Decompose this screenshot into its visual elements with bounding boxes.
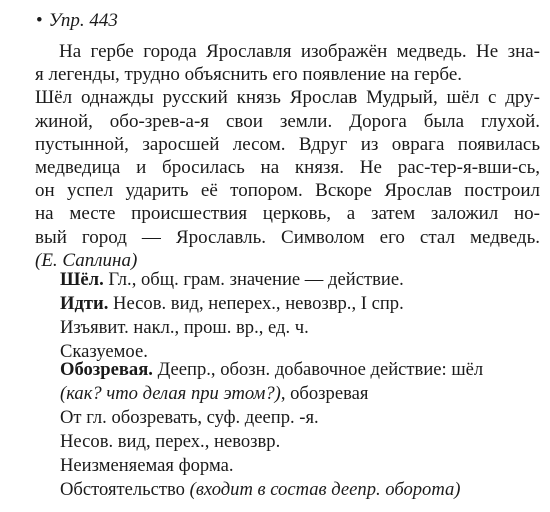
story-line: жиной, обо-зрев-а-я свои земли. Дорога была глухой. — [35, 110, 540, 132]
story-line: он успел ударить её топором. Вскоре Ярослав построил — [35, 180, 540, 202]
story-line: медведица и бросилась на князя. Не рас-тер-я-вши-сь, — [35, 157, 540, 179]
analysis-text: Обстоятельство — [60, 479, 190, 500]
analysis-line — [60, 292, 404, 316]
term-obozrevaya: Обозревая. — [60, 359, 153, 380]
analysis-text: , обозревая — [280, 383, 369, 404]
story-author: (Е. Саплина) — [35, 249, 138, 271]
analysis-line: Несов. вид, перех., невозвр. — [60, 431, 281, 452]
analysis-line: От гл. обозревать, суф. деепр. -я. — [60, 407, 319, 428]
story-line: вый город — Ярославль. Символом его стал медведь. — [35, 226, 540, 248]
term-idti: Идти. — [60, 293, 109, 314]
analysis-line: Изъявит. накл., прош. вр., ед. ч. — [60, 317, 309, 338]
analysis-shel — [60, 268, 404, 364]
story-line: На гербе города Ярославля изображён медведь. Не зна- — [59, 41, 540, 62]
term-shel: Шёл. — [60, 269, 104, 290]
exercise-title: Упр. 443 — [48, 10, 118, 31]
analysis-line — [60, 358, 483, 382]
analysis-line: Сказуемое. — [60, 341, 148, 362]
analysis-line — [60, 382, 483, 406]
analysis-question: (как? что делая при этом?) — [60, 383, 281, 404]
story-text — [35, 40, 540, 272]
analysis-text: Гл., общ. грам. значение — действие. — [103, 269, 404, 290]
story-line: пустынной, заросшей лесом. Вдруг из оврага появилась — [35, 133, 540, 155]
story-line: я легенды, трудно объяснить его появление на гербе. — [35, 64, 463, 86]
exercise-header — [36, 8, 118, 34]
analysis-note: (входит в состав деепр. оборота) — [189, 479, 461, 500]
analysis-line — [60, 268, 404, 292]
analysis-text: Несов. вид, неперех., невозвр., I спр. — [108, 293, 404, 314]
story-line: на месте происшествия церковь, а затем заложил но- — [35, 203, 540, 225]
analysis-text: Деепр., обозн. добавочное действие: шёл — [152, 359, 484, 380]
story-line: Шёл однажды русский князь Ярослав Мудрый, шёл с дру- — [35, 87, 540, 109]
analysis-obozrevaya — [60, 358, 483, 502]
analysis-line: Неизменяемая форма. — [60, 455, 234, 476]
analysis-line — [60, 478, 483, 502]
bullet-icon: • — [36, 10, 43, 31]
